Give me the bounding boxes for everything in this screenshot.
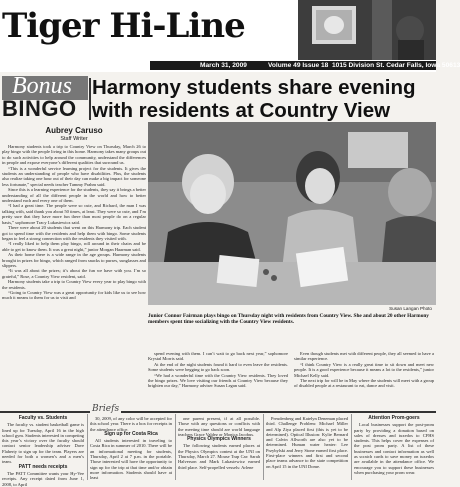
photo-credit: Susan Langan Photo <box>389 306 432 311</box>
story-paragraph: “This is a wonderful service learning project for the students. It gives the students an understanding of people who have disabilities. Plus, the students also realize taking one hour out of their day can make a big impact for someone less fortunate,” special needs teacher Tammy Prahm said. <box>2 165 146 187</box>
brief-text: 30, 2009, of any color will be accepted for this school year. There is a box for receipts in the attendance office. <box>90 416 172 432</box>
photo-caption: Junior Connor Fairman plays bingo on Thursday night with residents from Country View. She and about 20 other Harmony members spent time socializing with the Country View residents. <box>148 313 429 326</box>
story-paragraph: Since this is a learning experience for the students, they say it brings a better understanding of all the different people in the world and how to better understand each and every one of them. <box>2 187 146 204</box>
story-paragraph: The next trip for will be in May where the students will meet with a group of disabled people at a restaurant to eat, dance and visit. <box>294 378 434 389</box>
byline-role: Staff Writer <box>60 136 88 142</box>
brief-column-3 <box>178 416 260 480</box>
kicker-bonus: Bonus <box>12 73 72 99</box>
story-column-main <box>2 144 146 407</box>
story-paragraph: Harmony students take a trip to Country View every year to play bingo with the residents. <box>2 279 146 290</box>
brief-column-5 <box>354 416 434 480</box>
brief-separator <box>263 414 264 480</box>
story-paragraph: “It was all about the prizes; it’s about the fun we have with you. I’m so grateful,” Rose, a Country View resident, said. <box>2 268 146 279</box>
brief-text: Preudenberg and Katelyn Deneman placed third. Challenge Problem: Michael Miller and Alp Ziya placed first (this is yet to be determined). Optical Illusion: Kylie Bernard and Calvin Allworth are also yet to be determined. Human water heater: Lee Przybylski and Jerry Stone earned first place. First-place winners and first and second place teams advance to the state competition on April 15 in the UNI Dome. <box>266 416 348 469</box>
brief-heading: PATT needs receipts <box>18 463 68 470</box>
brief-column-2 <box>90 416 172 480</box>
story-paragraph: Even though students met with different people, they all seemed to have a similar experience. <box>294 351 434 362</box>
story-paragraph: “I really liked to help them play bingo, roll around in their chairs and be able to get to know them. It was a great night,” junior Morgan Haarman said. <box>2 241 146 252</box>
dateline-bar <box>150 61 460 70</box>
briefs-label: Briefs <box>92 404 120 414</box>
story-paragraph: At the end of the night students found it hard to even leave the residents. Some students were begging to go back soon. <box>148 361 288 373</box>
brief-heading: Sign up for Costa Rica <box>104 430 158 437</box>
brief-column-4 <box>266 416 348 480</box>
story-paragraph: As their home there is a wide range in the age groups. Harmony students brought in prizes for bingo, which ranged from snacks to purses, sunglasses and slippers. <box>2 252 146 268</box>
headline-divider <box>89 78 91 120</box>
brief-text: The faculty vs. student basketball game is lined up for Tuesday, April 16 in the high school gym. Students interested in competing this year’s victory over the faculty should contact senior leadership adviser Dave Flaherty to sign up for the team. Players are needed for both a women’s and a men’s team. <box>2 422 84 465</box>
story-paragraph: Harmony students took a trip to Country View on Thursday, March 26 to play bingo with the people living in this home. Harmony takes many groups out to do such activities to help around the community, understand the differences in people and expose everyone’s different qualities that surround us. <box>2 144 146 166</box>
brief-separator <box>175 414 176 480</box>
brief-text: one parent present, if at all possible. Those with any questions or conflicts with the meeting time should are world language teachers Grace Valdez or Monica Jacobus. <box>178 416 260 437</box>
story-paragraph: “Going to Country View was a great opportunity for kids like us to see how much it means to them for us to visit and <box>2 289 146 301</box>
brief-text: The following students earned places at the Physics Olympics contest at the UNI on Thursday, March 27. Mouse Trap Car: Sarah Halverson and Mark Lukasiewicz earned third place. Self-propelled vessels: Arlene <box>178 443 260 470</box>
newspaper-logo: Tiger Hi-Line <box>2 6 245 46</box>
masthead <box>0 0 460 72</box>
story-photo <box>148 122 436 305</box>
story-paragraph: “I had a great time. The people were so cute, and Richard, the man I was talking with, said thank you about 50 times, at least. They were so cute, and I’m pretty sure that they have more fun there than most people do on a regular basis,” sophomore Tracy Lukasiewicz said. <box>2 203 147 225</box>
brief-separator <box>87 414 88 480</box>
brief-text: All students interested in traveling to Costa Rica in summer of 2010. There will be an informational meeting for students, Thursday, April 2 at 7 p.m. in the portable. Those interested will have the opportunity to sign up for the trip at that time and/or obtain more information. Students should have at least <box>90 438 172 481</box>
briefs-rule <box>0 411 436 413</box>
brief-text: Local businesses support the post-prom party by providing a donation based on sales of dresses and tuxedos to CFHS students. This helps cover the expenses of the post prom party. A list of these businesses and contact information as well as scratch cards to save money on tuxedos are available in the attendance office. We encourage you to support these businesses when purchasing your prom wear. <box>354 422 434 475</box>
brief-separator <box>351 414 352 480</box>
story-paragraph: spend evening with them. I can’t wait to go back next year,” sophomore Krystal Morris said. <box>148 351 288 362</box>
kicker-bingo: BINGO <box>2 96 77 121</box>
brief-heading: Physics Olympics Winners <box>187 436 251 443</box>
story-column-continued <box>148 351 434 407</box>
brief-column-1 <box>2 415 84 487</box>
story-paragraph: There were about 20 students that went on this Harmony trip. Each student got to spend time with the residents and help them with bingo. Some students began to feel a strong connection with the residents they visited with. <box>2 225 146 241</box>
masthead-photo <box>298 0 436 60</box>
brief-text: The PATT Committee wants your Hy-Vee receipts. Any receipt dated from June 1, 2008, to April <box>2 470 84 487</box>
issue-date: March 31, 2009 <box>200 62 247 69</box>
story-paragraph: “I think Country View is a really great time to sit down and meet new people. It is a good experience because it means a lot to the residents,” junior Michael Kelly said. <box>294 361 434 378</box>
story-paragraph: “We had a wonderful time with the Country View residents. They loved the bingo prizes. We love visiting our friends at Country View because they brighten our day,” Harmony adviser Susan Legan said. <box>148 372 288 389</box>
brief-heading: Attention Prom-goers <box>368 415 420 421</box>
headline: Harmony students share evening with residents at Country View <box>92 76 416 122</box>
byline-author: Aubrey Caruso <box>45 126 103 135</box>
school-address: 1015 Division St. Cedar Falls, Iowa 50613 <box>332 62 460 69</box>
bingo-photo-illustration <box>148 122 436 305</box>
issue-volume: Volume 49 Issue 18 <box>268 62 329 69</box>
brief-heading: Faculty vs. Students <box>18 415 68 421</box>
